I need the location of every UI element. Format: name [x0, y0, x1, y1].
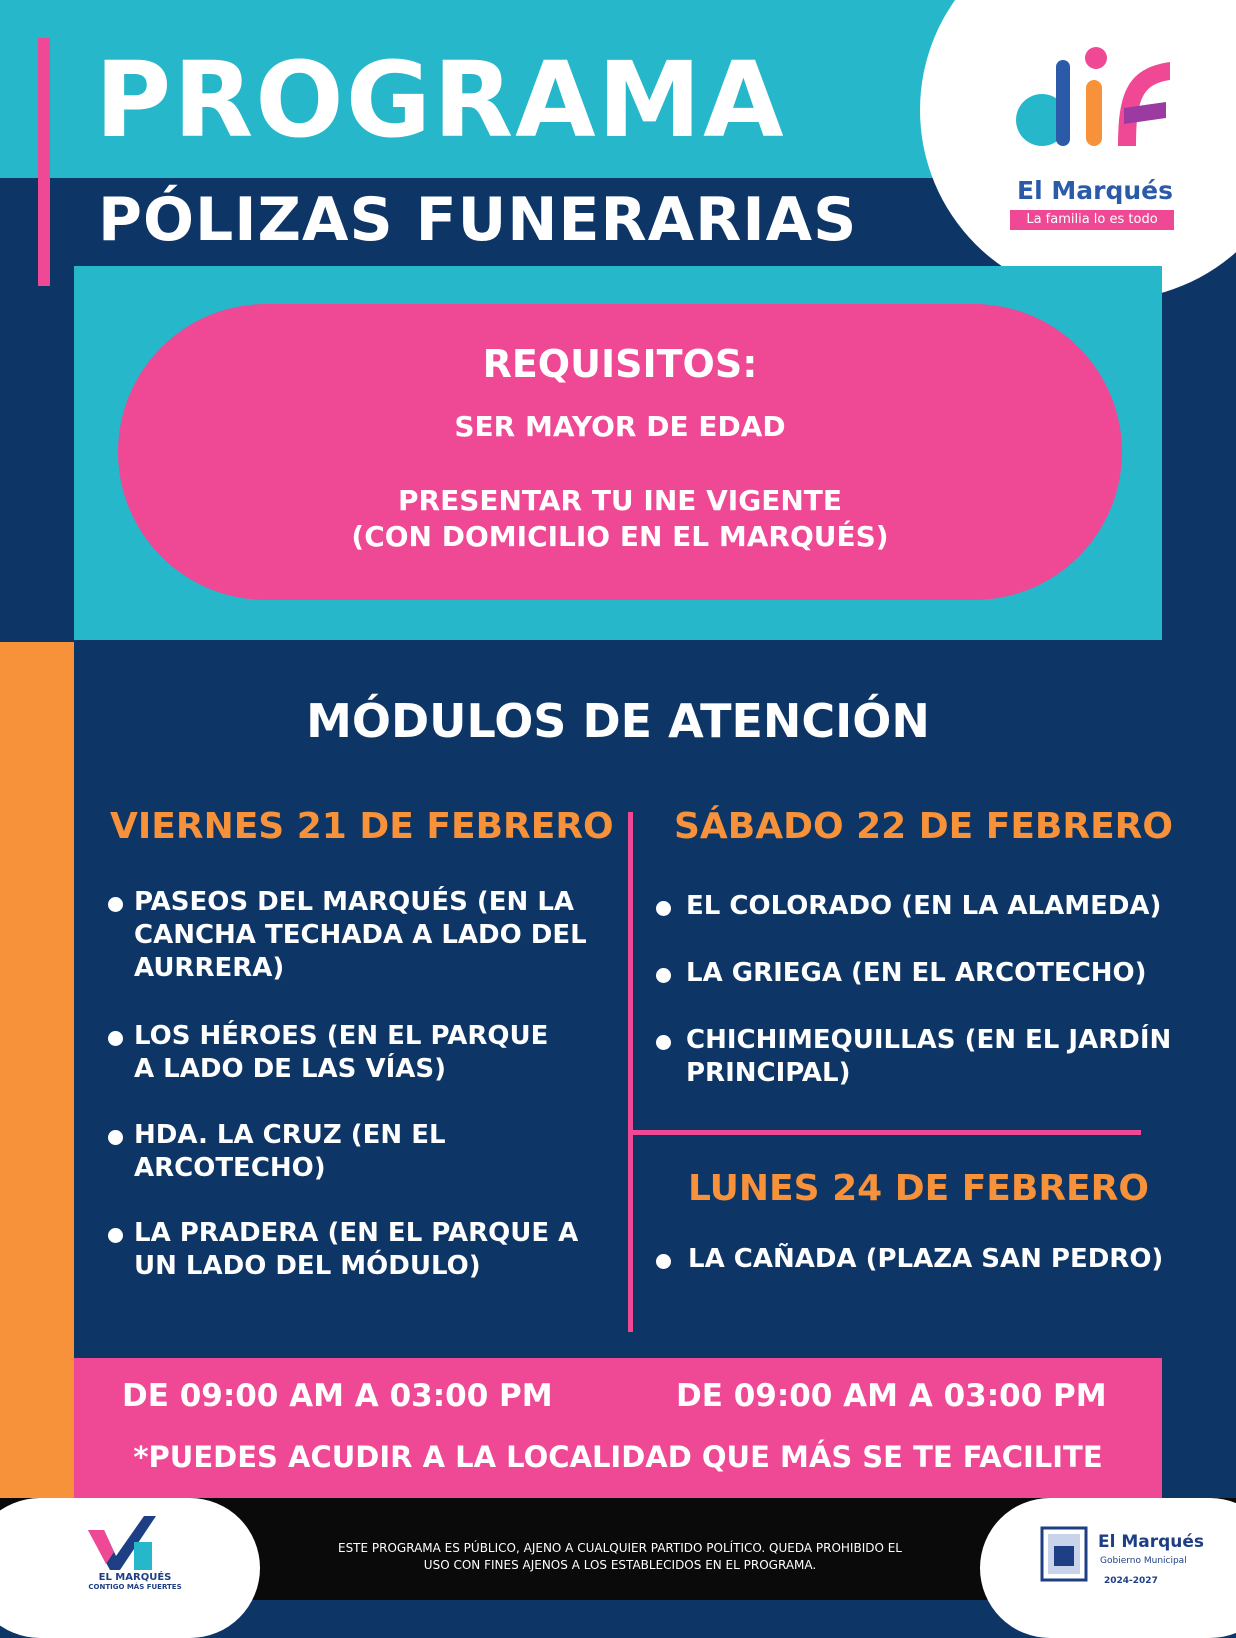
location-item	[686, 890, 1161, 923]
footer-left-logo-line: EL MARQUÉS	[98, 1572, 172, 1583]
bullet-icon	[656, 1035, 671, 1050]
column-divider	[628, 812, 633, 1332]
location-item	[134, 1020, 548, 1086]
location-text-line: LOS HÉROES (EN EL PARQUE	[134, 1021, 549, 1051]
page-subtitle: PÓLIZAS FUNERARIAS	[98, 185, 858, 255]
location-item	[134, 1217, 578, 1283]
el-marques-checkmark-logo-icon	[86, 1512, 158, 1572]
saturday-heading: SÁBADO 22 DE FEBRERO	[674, 806, 1174, 847]
header-accent-bar	[38, 38, 50, 286]
location-item	[108, 1031, 123, 1046]
bullet-icon	[656, 901, 671, 916]
bullet-icon	[108, 897, 123, 912]
schedule-hours-right: DE 09:00 AM A 03:00 PM	[676, 1378, 1107, 1414]
location-text-line: LA GRIEGA (EN EL ARCOTECHO)	[686, 958, 1147, 988]
footer-left-logo-line: CONTIGO MÁS FUERTES	[88, 1583, 182, 1591]
requirements-title: REQUISITOS:	[482, 342, 758, 386]
modules-title: MÓDULOS DE ATENCIÓN	[306, 694, 930, 748]
bullet-icon	[108, 1228, 123, 1243]
schedule-note: *PUEDES ACUDIR A LA LOCALIDAD QUE MÁS SE TE FACILITE	[133, 1440, 1103, 1474]
location-text-line: AURRERA)	[134, 953, 285, 983]
location-text-line: LA PRADERA (EN EL PARQUE A	[134, 1218, 579, 1248]
location-item	[656, 968, 671, 983]
location-item	[108, 1228, 123, 1243]
monday-heading: LUNES 24 DE FEBRERO	[688, 1168, 1149, 1209]
location-text-line: CHICHIMEQUILLAS (EN EL JARDÍN	[686, 1025, 1172, 1055]
location-text-line: CANCHA TECHADA A LADO DEL	[134, 920, 587, 950]
bullet-icon	[656, 1254, 671, 1269]
municipal-crest-icon	[1040, 1526, 1088, 1582]
location-item	[134, 1119, 446, 1185]
friday-heading: VIERNES 21 DE FEBRERO	[110, 806, 614, 847]
logo-tagline: La familia lo es todo	[1010, 210, 1174, 230]
location-text-line: ARCOTECHO)	[134, 1153, 326, 1183]
footer-right-logo-years: 2024-2027	[1104, 1576, 1158, 1586]
location-text-line: PASEOS DEL MARQUÉS (EN LA	[134, 887, 575, 917]
requirement-item: SER MAYOR DE EDAD	[454, 410, 786, 443]
location-item	[108, 1130, 123, 1145]
location-text-line: A LADO DE LAS VÍAS)	[134, 1054, 446, 1084]
schedule-hours-left: DE 09:00 AM A 03:00 PM	[122, 1378, 553, 1414]
footer-left-logo-text	[80, 1572, 190, 1591]
location-item	[686, 957, 1147, 990]
requirement-item: PRESENTAR TU INE VIGENTE	[397, 484, 842, 517]
bullet-icon	[108, 1031, 123, 1046]
location-item	[686, 1024, 1171, 1090]
location-item	[656, 901, 671, 916]
footer-disclaimer	[320, 1540, 920, 1574]
row-divider	[633, 1130, 1141, 1135]
footer-right-logo-sub: Gobierno Municipal	[1100, 1556, 1187, 1566]
location-item	[134, 886, 587, 985]
location-text-line: LA CAÑADA (PLAZA SAN PEDRO)	[688, 1244, 1164, 1274]
page-title: PROGRAMA	[95, 39, 786, 161]
bullet-icon	[108, 1130, 123, 1145]
footer-right-logo-card	[980, 1498, 1236, 1638]
location-text-line: UN LADO DEL MÓDULO)	[134, 1251, 481, 1281]
location-text-line: PRINCIPAL)	[686, 1058, 851, 1088]
side-accent-strip	[0, 642, 74, 1498]
location-text-line: EL COLORADO (EN LA ALAMEDA)	[686, 891, 1162, 921]
location-text-line: HDA. LA CRUZ (EN EL	[134, 1120, 446, 1150]
location-item	[108, 897, 123, 912]
footer-right-logo-name: El Marqués	[1098, 1532, 1205, 1552]
location-item	[688, 1243, 1163, 1276]
bullet-icon	[656, 968, 671, 983]
disclaimer-line: USO CON FINES AJENOS A LOS ESTABLECIDOS EN EL PROGRAMA.	[423, 1558, 817, 1572]
requirement-item: (CON DOMICILIO EN EL MARQUÉS)	[351, 520, 889, 553]
location-item	[656, 1254, 671, 1269]
location-item	[656, 1035, 671, 1050]
dif-logo-icon	[1010, 42, 1180, 162]
disclaimer-line: ESTE PROGRAMA ES PÚBLICO, AJENO A CUALQUIER PARTIDO POLÍTICO. QUEDA PROHIBIDO EL	[337, 1541, 902, 1555]
logo-brand-name: El Marqués	[1017, 176, 1173, 205]
